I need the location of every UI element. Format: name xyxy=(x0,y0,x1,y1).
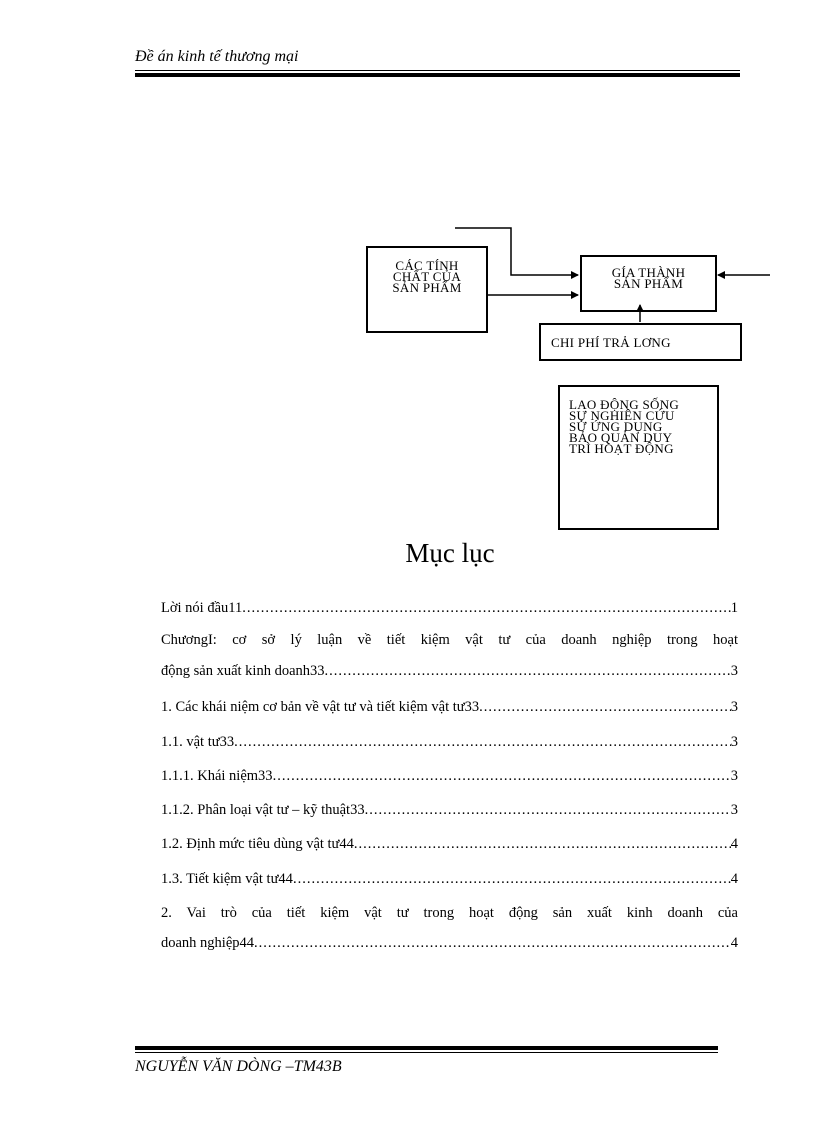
toc-page-number: 4 xyxy=(730,836,738,852)
toc-leader xyxy=(365,800,731,820)
toc-leader xyxy=(234,732,731,752)
toc-title: Mục lục xyxy=(405,538,495,568)
toc-leader xyxy=(293,869,731,889)
toc-entry-2-line-1[interactable]: ChươngI: cơ sở lý luận về tiết kiệm vật tư của doanh nghiệp trong hoạt xyxy=(161,632,738,648)
toc-page-number: 3 xyxy=(730,802,738,818)
toc-entry-4[interactable]: 1.1. vật tư33 ..... 3 xyxy=(161,732,738,752)
box-properties-line-1: CÁC TÍNH xyxy=(395,258,459,273)
toc-leader xyxy=(242,598,731,618)
toc-entry-8[interactable]: 1.3. Tiết kiệm vật tư44 ..... 4 xyxy=(161,869,738,889)
toc-page-number: 3 xyxy=(730,734,738,750)
toc-page-number: 3 xyxy=(730,699,738,715)
box-living-labor xyxy=(558,385,719,530)
box-price-line-1: GÍA THÀNH xyxy=(611,265,686,280)
box-labor-line-4: BẢO QUẢN DUY xyxy=(569,430,673,445)
box-wage-cost xyxy=(539,323,742,361)
toc-entry-1[interactable]: Lời nói đầu11 ..... 1 xyxy=(161,598,738,618)
toc-entry-9[interactable]: doanh nghiệp44 ..... 4 xyxy=(161,933,738,953)
box-labor-line-1: LAO ĐỘNG SỐNG xyxy=(569,397,680,412)
toc-page-number: 3 xyxy=(730,768,738,784)
toc-page-number: 4 xyxy=(730,935,738,951)
footer-author: NGUYỄN VĂN DÒNG –TM43B xyxy=(135,1058,342,1075)
toc-leader xyxy=(354,834,731,854)
toc-entry-7[interactable]: 1.2. Định mức tiêu dùng vật tư44 ..... 4 xyxy=(161,834,738,854)
toc-leader xyxy=(325,661,731,681)
box-product-price xyxy=(580,255,717,312)
header-title: Đề án kinh tế thương mại xyxy=(135,48,299,65)
toc-leader xyxy=(254,933,731,953)
box-labor-line-2: SỰ NGHIÊN CỨU xyxy=(569,408,675,423)
toc-entry-9-line-1[interactable]: 2. Vai trò của tiết kiệm vật tư trong hoạt động sản xuất kinh doanh của xyxy=(161,905,738,921)
toc-entry-6[interactable]: 1.1.2. Phân loại vật tư – kỹ thuật33 ..... 3 xyxy=(161,800,738,820)
toc-entry-3[interactable]: 1. Các khái niệm cơ bản về vật tư và tiết kiệm vật tư33 ..... 3 xyxy=(161,697,738,717)
toc-entry-5[interactable]: 1.1.1. Khái niệm33 ..... 3 xyxy=(161,766,738,786)
toc-page-number: 4 xyxy=(730,871,738,887)
toc-entry-2[interactable]: động sản xuất kinh doanh33 ..... 3 xyxy=(161,661,738,681)
box-properties-line-2: CHẤT CỦA xyxy=(392,269,462,284)
footer-rule-thin xyxy=(135,1052,718,1053)
box-price-line-2: SẢN PHẨM xyxy=(613,276,684,291)
footer-rule-thick xyxy=(135,1046,718,1050)
toc-leader xyxy=(479,697,731,717)
box-product-properties xyxy=(366,246,488,333)
box-labor-line-5: TRÌ HOẠT ĐỘNG xyxy=(569,441,674,456)
toc-leader xyxy=(273,766,731,786)
toc-page-number: 1 xyxy=(730,600,738,616)
box-labor-line-3: SỬ ỨNG DỤNG xyxy=(569,419,663,434)
box-wage-label: CHI PHÍ TRẢ LƠNG xyxy=(551,335,671,350)
toc-page-number: 3 xyxy=(730,663,738,679)
box-properties-line-3: SẢN PHẨM xyxy=(392,280,462,295)
